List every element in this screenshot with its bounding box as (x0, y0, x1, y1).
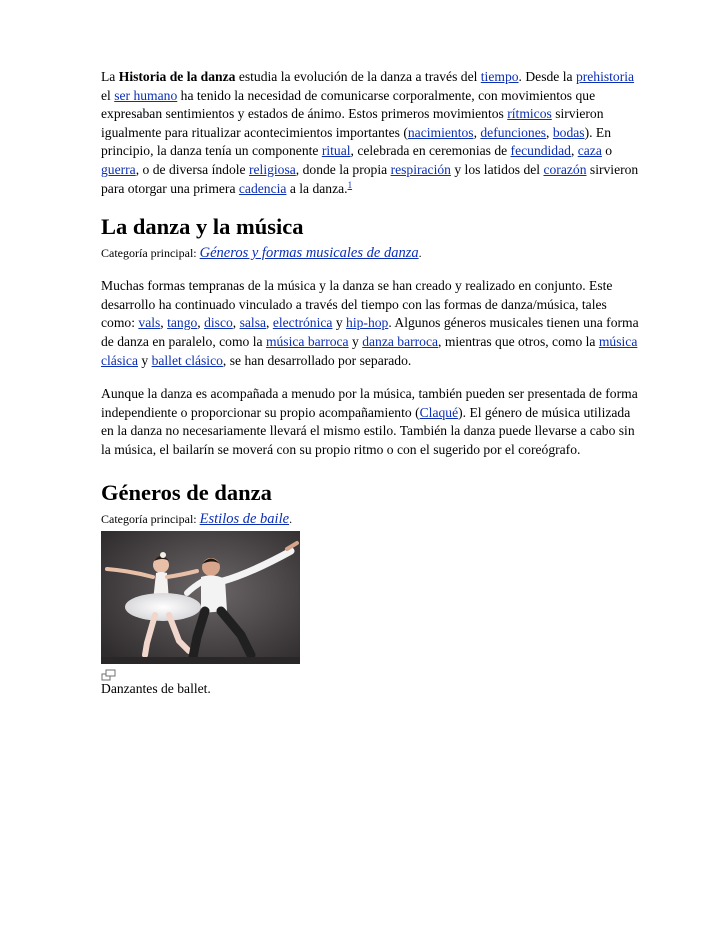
link-ballet-clasico[interactable]: ballet clásico (151, 352, 223, 368)
link-danza-barroca[interactable]: danza barroca (362, 333, 439, 349)
footnote-ref[interactable]: 1 (347, 179, 353, 190)
main-category-note-2: Categoría principal: Estilos de baile. (101, 510, 293, 527)
link-ser-humano[interactable]: ser humano (114, 87, 178, 103)
link-tango[interactable]: tango (167, 315, 198, 331)
link-musica-clasica[interactable]: música clásica (101, 333, 638, 368)
link-electronica[interactable]: electrónica (272, 315, 333, 331)
link-ritmicos[interactable]: rítmicos (507, 106, 552, 122)
link-respiracion[interactable]: respiración (390, 161, 451, 177)
photo-caption: Danzantes de ballet. (101, 680, 211, 696)
link-bodas[interactable]: bodas (552, 124, 585, 140)
link-guerra[interactable]: guerra (101, 161, 136, 177)
paragraph-danza-musica-1: Muchas formas tempranas de la música y la danza se han creado y realizado en conjunto. Este desarrollo ha continuado vinculado a través del tiempo con las formas de danza/música, tales como: vals, tango, disco, salsa, electrónica y hip-hop. Algunos géneros musicales tienen una forma de danza en paralelo, como la música barroca y danza barroca, mientras que otros, como la música clásica y ballet clásico, se han desarrollado por separado. (101, 278, 639, 368)
article-subject: Historia de la danza (118, 69, 236, 84)
main-category-note: Categoría principal: Géneros y formas musicales de danza. (101, 245, 422, 262)
link-musica-barroca[interactable]: música barroca (265, 333, 349, 349)
heading-danza-musica: La danza y la música (101, 214, 304, 240)
link-cadencia[interactable]: cadencia (238, 180, 287, 196)
link-hip-hop[interactable]: hip-hop (346, 315, 389, 331)
heading-generos-danza: Géneros de danza (101, 479, 272, 505)
link-defunciones[interactable]: defunciones (480, 124, 547, 140)
paragraph-danza-musica-2: Aunque la danza es acompañada a menudo por la música, también pueden ser presentada de forma independiente o proporcionar su propio acompañamiento (Claqué). El género de música utilizada en la danza no necesariamente llevará el mismo estilo. También la danza puede llevarse a cabo sin la música, el bailarín se moverá con su propio ritmo o con el sugerido por el coreógrafo. (101, 386, 638, 457)
link-tiempo[interactable]: tiempo (480, 69, 519, 84)
ballet-dancers-photo[interactable] (101, 531, 300, 664)
link-estilos-de-baile[interactable]: Estilos de baile (199, 510, 290, 527)
link-salsa[interactable]: salsa (239, 315, 267, 331)
link-nacimientos[interactable]: nacimientos (407, 124, 474, 140)
article-content (101, 68, 641, 698)
link-caza[interactable]: caza (577, 143, 602, 159)
link-religiosa[interactable]: religiosa (248, 161, 296, 177)
link-claque[interactable]: Claqué (419, 404, 459, 420)
link-fecundidad[interactable]: fecundidad (510, 143, 571, 159)
link-vals[interactable]: vals (138, 315, 161, 331)
link-ritual[interactable]: ritual (321, 143, 351, 159)
link-generos-formas-musicales[interactable]: Géneros y formas musicales de danza (199, 245, 419, 262)
link-corazon[interactable]: corazón (543, 161, 587, 177)
intro-paragraph: La Historia de la danza estudia la evolución de la danza a través del tiempo. Desde la prehistoria el ser humano ha tenido la necesidad de comunicarse corporalmente, con movimientos que expresaban sentimientos y estados de ánimo. Estos primeros movimientos rítmicos sirvieron igualmente para ritualizar acontecimientos importantes (nacimientos, defunciones, bodas). En principio, la danza tenía un componente ritual, celebrada en ceremonias de fecundidad, caza o guerra, o de diversa índole religiosa, donde la propia respiración y los latidos del corazón sirvieron para otorgar una primera cadencia a la danza.$^1$ (101, 69, 639, 196)
enlarge-icon[interactable] (101, 668, 117, 680)
link-prehistoria[interactable]: prehistoria (575, 69, 635, 84)
link-disco[interactable]: disco (204, 315, 233, 331)
